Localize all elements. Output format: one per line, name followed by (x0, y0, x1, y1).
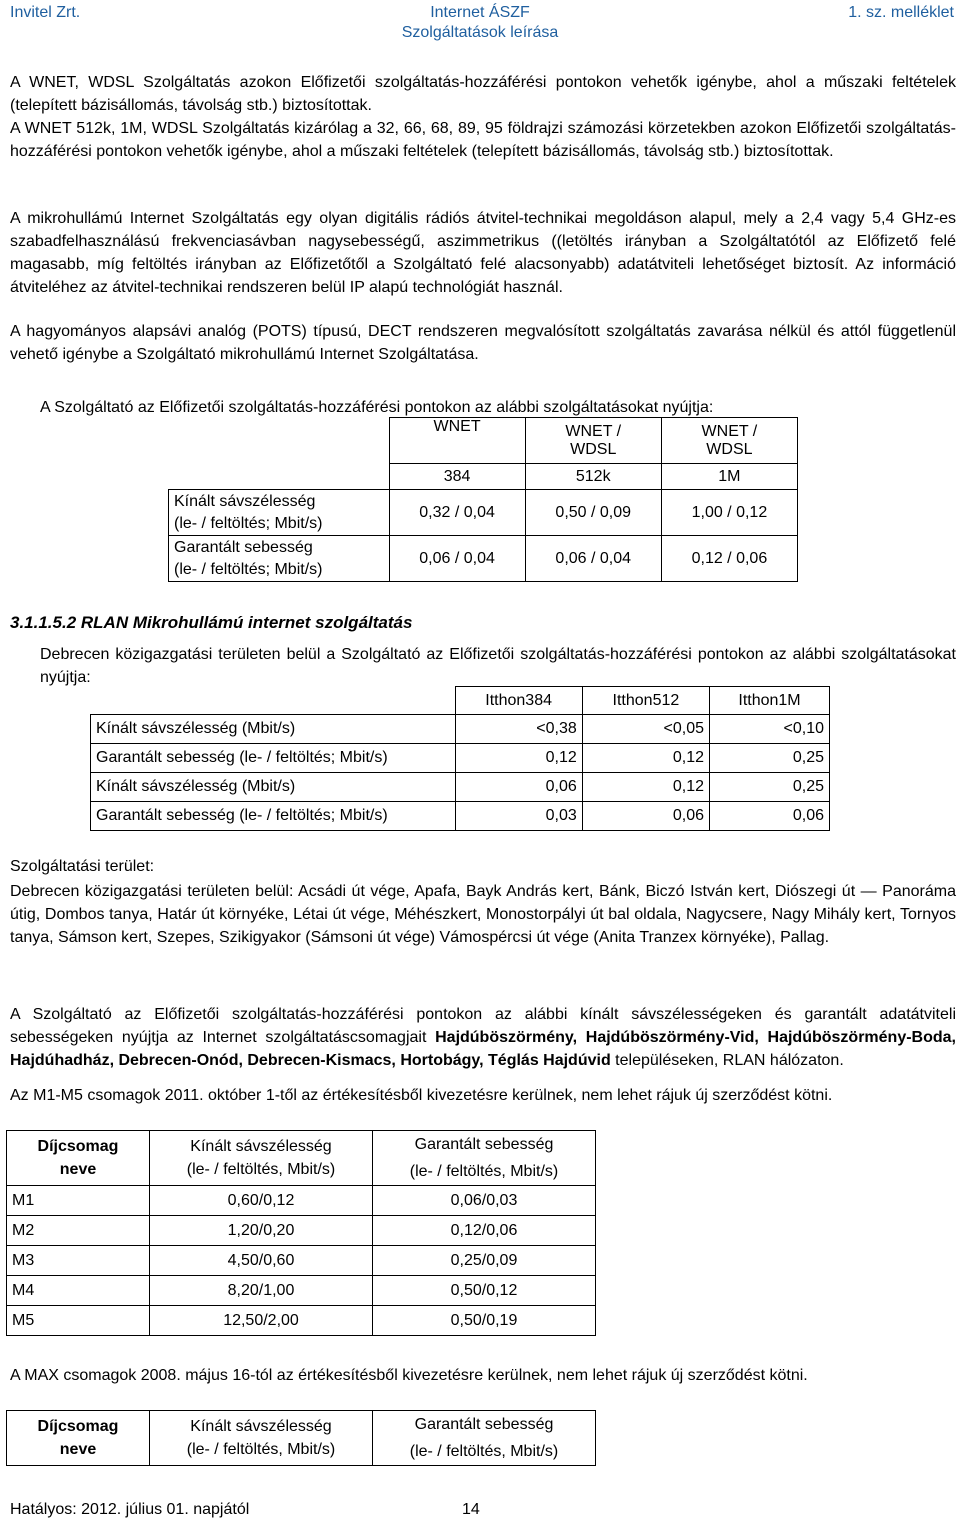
value-cell: 0,12 (582, 773, 709, 802)
value-cell: 0,03 (455, 802, 582, 831)
paragraph-pots: A hagyományos alapsávi analóg (POTS) típusú, DECT rendszeren megvalósított szolgáltatás zavarása nélkül és attól függetlenül vehető igénybe a Szolgáltató mikrohullámú Internet Szolgáltatása. (10, 323, 956, 363)
packages-table (6, 1130, 596, 1336)
offered-cell: 4,50/0,60 (150, 1246, 373, 1276)
itthon384-header: Itthon384 (455, 687, 582, 715)
value-cell: 0,50 / 0,09 (525, 490, 661, 536)
header-center (330, 3, 630, 43)
value-cell: <0,05 (582, 715, 709, 744)
table-row (7, 1246, 596, 1276)
table-row (7, 1216, 596, 1246)
guaranteed-speed-header: Garantált sebesség (414, 1136, 554, 1153)
package-name-header: Díjcsomag (37, 1418, 119, 1435)
package-name: M3 (7, 1246, 150, 1276)
max-packages-note: A MAX csomagok 2008. május 16-tól az értékesítésből kivezetésre kerülnek, nem lehet rájuk új szerződést kötni. (10, 1367, 808, 1384)
row-label: Kínált sávszélesség (174, 492, 316, 510)
header-title: Internet ÁSZF (430, 4, 530, 21)
row-label-sub: (le- / feltöltés; Mbit/s) (174, 560, 323, 578)
header-right: 1. sz. melléklet (848, 4, 954, 21)
offered-bandwidth-header-sub: (le- / feltöltés, Mbit/s) (186, 1161, 336, 1178)
value-cell: 0,06 (582, 802, 709, 831)
itthon512-header: Itthon512 (582, 687, 709, 715)
guaranteed-speed-header: Garantált sebesség (414, 1416, 554, 1433)
paragraph-microwave: A mikrohullámú Internet Szolgáltatás egy olyan digitális rádiós átvitel-technikai megoldáson alapul, mely a 2,4 vagy 5,4 GHz-es szabadfelhasználású frekvenciasávban nagysebességű, aszimmetrikus ((letöltés irányban a Szolgáltatótól az Előfizető felé magasabb, míg feltöltés irányban az Előfizetőtől a Szolgáltató felé alacsonyabb) adatátviteli lehetőséget biztosít. Az információ átviteléhez az átvitel-technikai rendszeren belül IP alapú technológiát használ. (10, 210, 956, 296)
guaranteed-cell: 0,12/0,06 (373, 1216, 596, 1246)
offered-cell: 8,20/1,00 (150, 1276, 373, 1306)
table-row (7, 1306, 596, 1336)
offered-bandwidth-header: Kínált sávszélesség (190, 1138, 332, 1155)
itthon1m-header: Itthon1M (710, 687, 830, 715)
packages-text-end: településeken, RLAN hálózaton. (610, 1052, 844, 1069)
row-label: Kínált sávszélesség (Mbit/s) (91, 715, 456, 744)
service-area-title: Szolgáltatási terület: (10, 858, 155, 875)
package-name-header-sub: neve (59, 1441, 97, 1458)
section-intro-text: Debrecen közigazgatási területen belül a Szolgáltató az Előfizetői szolgáltatás-hozzáférési pontokon az alábbi szolgáltatásokat nyújtja: (40, 646, 956, 686)
value-cell: 0,32 / 0,04 (389, 490, 525, 536)
section-heading: 3.1.1.5.2 RLAN Mikrohullámú internet szolgáltatás (10, 613, 413, 632)
wnet-table (168, 417, 798, 582)
wnet-wdsl-header: WNET / (565, 422, 622, 440)
speed-cell: 512k (525, 464, 661, 490)
package-name-header-sub: neve (59, 1161, 97, 1178)
row-label: Garantált sebesség (174, 538, 313, 556)
row-label-sub: (le- / feltöltés; Mbit/s) (174, 514, 323, 532)
guaranteed-speed-header-sub: (le- / feltöltés, Mbit/s) (409, 1443, 559, 1460)
package-name: M4 (7, 1276, 150, 1306)
offered-cell: 0,60/0,12 (150, 1186, 373, 1216)
row-label: Garantált sebesség (le- / feltöltés; Mbit/s) (91, 744, 456, 773)
wnet-wdsl-header-sub: WDSL (706, 440, 753, 458)
value-cell: 0,12 (582, 744, 709, 773)
packages-note: Az M1-M5 csomagok 2011. október 1-től az értékesítésből kivezetésre kerülnek, nem lehet rájuk új szerződést kötni. (10, 1087, 833, 1104)
row-label: Garantált sebesség (le- / feltöltés; Mbit/s) (91, 802, 456, 831)
table-row (91, 773, 830, 802)
offered-bandwidth-header: Kínált sávszélesség (190, 1418, 332, 1435)
guaranteed-cell: 0,25/0,09 (373, 1246, 596, 1276)
value-cell: 0,12 / 0,06 (661, 536, 797, 582)
value-cell: 0,25 (710, 744, 830, 773)
guaranteed-cell: 0,06/0,03 (373, 1186, 596, 1216)
package-name-header: Díjcsomag (37, 1138, 119, 1155)
page-number: 14 (462, 1501, 480, 1518)
table-row (7, 1276, 596, 1306)
guaranteed-speed-header-sub: (le- / feltöltés, Mbit/s) (409, 1163, 559, 1180)
value-cell: 0,12 (455, 744, 582, 773)
table-row (169, 536, 798, 582)
packages-text: A Szolgáltató az Előfizetői szolgáltatás-hozzáférési pontokon az alábbi kínált sávszélességeken és garantált adatátviteli sebességeken nyújtja az Internet szolgáltatáscsomagjait (10, 1006, 956, 1046)
service-area-text: Debrecen közigazgatási területen belül: Acsádi út vége, Apafa, Bayk András kert, Bánk, Biczó István kert, Diószegi út — Panoráma útig, Dombos tanya, Határ út környéke, Létai út vége, Méhészkert, Monostorpályi út bal oldala, Nagycsere, Nagy Mihály kert, Tornyos tanya, Sámson kert, Szepes, Szikigyakor (Sámsoni út vége) Vámospércsi út vége (Anita Tranzex környéke), Pallag. (10, 883, 956, 946)
packages-paragraph (10, 1003, 956, 1072)
value-cell: 1,00 / 0,12 (661, 490, 797, 536)
package-name: M5 (7, 1306, 150, 1336)
package-name: M1 (7, 1186, 150, 1216)
itthon-table (90, 686, 830, 831)
value-cell: 0,25 (710, 773, 830, 802)
header-subtitle: Szolgáltatások leírása (401, 24, 559, 41)
table-row (7, 1186, 596, 1216)
speed-cell: 1M (661, 464, 797, 490)
wnet-wdsl-header-sub: WDSL (570, 440, 617, 458)
guaranteed-cell: 0,50/0,12 (373, 1276, 596, 1306)
section-intro (40, 643, 956, 689)
wnet-wdsl-header: WNET / (701, 422, 758, 440)
value-cell: 0,06 / 0,04 (389, 536, 525, 582)
packages-settlements: Hajdúböszörmény, Hajdúböszörmény-Vid, Hajdúböszörmény-Boda, Hajdúhadház, Debrecen-Onód, Debrecen-Kismacs, Hortobágy, Téglás Hajdúvid (10, 1029, 956, 1069)
value-cell: 0,06 (455, 773, 582, 802)
guaranteed-cell: 0,50/0,19 (373, 1306, 596, 1336)
value-cell: 0,06 / 0,04 (525, 536, 661, 582)
max-packages-table (6, 1410, 596, 1466)
offered-cell: 1,20/0,20 (150, 1216, 373, 1246)
paragraph-services-intro: A Szolgáltató az Előfizetői szolgáltatás-hozzáférési pontokon az alábbi szolgáltatásokat nyújtja: (40, 399, 714, 416)
table-row (169, 490, 798, 536)
wnet-header: WNET (433, 418, 481, 435)
value-cell: <0,10 (710, 715, 830, 744)
speed-cell: 384 (389, 464, 525, 490)
paragraph-wnet-512k: A WNET 512k, 1M, WDSL Szolgáltatás kizárólag a 32, 66, 68, 89, 95 földrajzi számozási körzetekben azokon Előfizetői szolgáltatás-hozzáférési pontokon vehetők igénybe, ahol a műszaki feltételek (telepített bázisállomás, távolság stb.) biztosítottak. (10, 120, 956, 160)
table-row (91, 715, 830, 744)
footer-effective-date: Hatályos: 2012. július 01. napjától (10, 1501, 250, 1518)
offered-cell: 12,50/2,00 (150, 1306, 373, 1336)
offered-bandwidth-header-sub: (le- / feltöltés, Mbit/s) (186, 1441, 336, 1458)
value-cell: 0,06 (710, 802, 830, 831)
table-row (91, 744, 830, 773)
table-row (91, 802, 830, 831)
paragraph-wnet-wdsl: A WNET, WDSL Szolgáltatás azokon Előfizetői szolgáltatás-hozzáférési pontokon vehetők igénybe, ahol a műszaki feltételek (telepített bázisállomás, távolság stb.) biztosítottak. (10, 74, 956, 114)
row-label: Kínált sávszélesség (Mbit/s) (91, 773, 456, 802)
header-left: Invitel Zrt. (10, 4, 81, 21)
value-cell: <0,38 (455, 715, 582, 744)
package-name: M2 (7, 1216, 150, 1246)
